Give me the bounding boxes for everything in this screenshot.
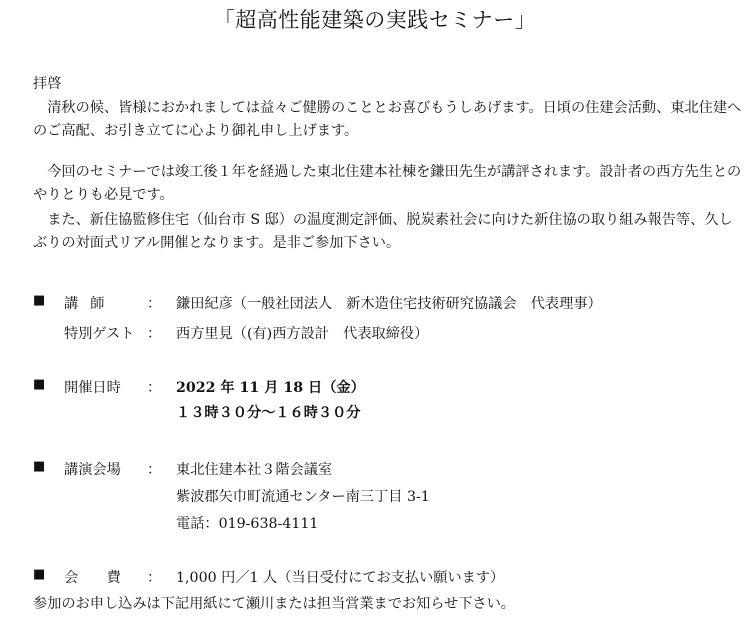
bullet-square-icon: ■: [33, 377, 46, 392]
page-title: 「超高性能建築の実践セミナー」: [213, 8, 537, 32]
lecturer-colon: ：: [147, 296, 162, 312]
venue-label: 講演会場: [64, 462, 121, 478]
guest-value: 西方里見（(有)西方設計 代表取締役）: [176, 326, 429, 342]
bullet-square-icon: ■: [33, 459, 46, 474]
paragraph-1: 清秋の候、皆様におかれましては益々ご健勝のこととお喜びもうしあげます。日頃の住建会活動、東北住建へのご高配、お引き立てに心より御礼申し上げます。: [33, 100, 742, 139]
guest-label: 特別ゲスト: [64, 326, 135, 342]
venue-address: 紫波郡矢巾町流通センター南三丁目 3-1: [176, 489, 430, 505]
bullet-square-icon: ■: [33, 567, 46, 582]
footer-note: 参加のお申し込みは下記用紙にて瀬川または担当営業までお知らせ下さい。: [33, 596, 515, 612]
venue-phone: 電話：019-638-4111: [176, 516, 319, 532]
fee-colon: ：: [147, 570, 162, 586]
venue-colon: ：: [147, 462, 162, 478]
event-time: １３時３０分～１６時３０分: [176, 405, 361, 421]
guest-colon: ：: [147, 326, 162, 342]
greeting: 拝啓: [33, 76, 62, 92]
bullet-square-icon: ■: [33, 293, 46, 308]
paragraph-2: 今回のセミナーでは竣工後１年を経過した東北住建本社棟を鎌田先生が講評されます。設計者の西方先生とのやりとりも必見です。: [33, 164, 742, 203]
paragraph-3: また、新住協監修住宅（仙台市 S 邸）の温度測定評価、脱炭素社会に向けた新住協の取り組み報告等、久しぶりの対面式リアル開催となります。是非ご参加下さい。: [33, 212, 733, 251]
fee-label: 会 費: [64, 570, 121, 586]
date-colon: ：: [147, 380, 162, 396]
lecturer-value: 鎌田紀彦（一般社団法人 新木造住宅技術研究協議会 代表理事）: [176, 296, 602, 312]
venue-name: 東北住建本社３階会議室: [176, 462, 333, 478]
event-date: 2022 年 11 月 18 日（金）: [176, 380, 365, 396]
fee-value: 1,000 円／1 人（当日受付にてお支払い願います）: [176, 570, 505, 586]
lecturer-label: 講師: [64, 296, 117, 312]
date-label: 開催日時: [64, 380, 121, 396]
